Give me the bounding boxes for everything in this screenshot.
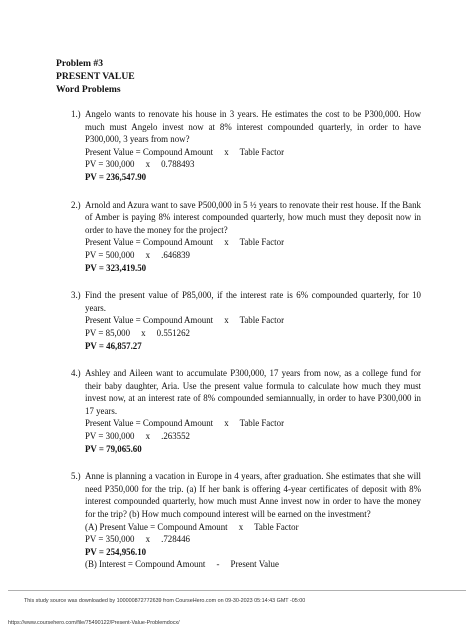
problem-answer: PV = 46,857.27 [85, 340, 142, 351]
problem-text: Anne is planning a vacation in Europe in 4 years, after graduation. She estimates that she will need P350,000 for the trip. (a) If her bank is offering 4-year certificates of deposit with 8% interest compounded quarterly, how much must Anne invest now in order to have the money for the trip? (b) How much compound interest will be earned on the investment? [85, 471, 421, 520]
problem-formula: Present Value = Compound Amount x Table Factor [85, 418, 285, 429]
problem-item [71, 289, 421, 352]
problem-answer: PV = 236,547.90 [85, 171, 147, 182]
problem-list [71, 108, 421, 586]
problem-number: Problem #3 [56, 58, 103, 69]
download-notice: This study source was downloaded by 100000872772639 from CourseHero.com on 09-30-2023 05:14:43 GMT -05:00 [24, 598, 306, 604]
footer-divider [8, 590, 466, 591]
problem-extra: (B) Interest = Compound Amount - Present Value [85, 559, 279, 570]
problem-formula: (A) Present Value = Compound Amount x Table Factor [85, 521, 299, 532]
problem-formula: Present Value = Compound Amount x Table Factor [85, 146, 285, 157]
problem-item [71, 108, 421, 184]
problem-number-label: 1.) [71, 109, 81, 119]
problem-item [71, 199, 421, 275]
problem-computation: PV = 300,000 x 0.788493 [85, 159, 195, 170]
problem-number-label: 2.) [71, 199, 81, 210]
problem-computation: PV = 500,000 x .646839 [85, 249, 190, 260]
problem-formula: Present Value = Compound Amount x Table Factor [85, 237, 285, 248]
problem-number-label: 3.) [71, 290, 81, 301]
problem-item [71, 470, 421, 571]
problem-formula: Present Value = Compound Amount x Table Factor [85, 315, 285, 326]
problem-text: Ashley and Aileen want to accumulate P300,000, 17 years from now, as a college fund for their baby daughter, Aria. Use the present value formula to calculate how much they must invest now, at an interest rate of 8% compounded semiannually, in order to have P300,000 in 17 years. [85, 368, 421, 416]
problem-text: Angelo wants to renovate his house in 3 years. He estimates the cost to be P300,000. How much must Angelo invest now at 8% interest compounded quarterly, in order to have P300,000, 3 years from now? [85, 109, 421, 145]
problem-answer: PV = 79,065.60 [85, 443, 142, 454]
source-url-link[interactable]: https://www.coursehero.com/file/75490122/Present-Value-Problemdocx/ [8, 620, 180, 626]
topic-title: PRESENT VALUE [56, 71, 135, 82]
document-header [56, 57, 135, 96]
problem-text: Arnold and Azura want to save P500,000 in 5 ½ years to renovate their rest house. If the Bank of Amber is paying 8% interest compounded quarterly, how much must they deposit now in order to have the money for the project? [85, 199, 421, 235]
problem-number-label: 5.) [71, 471, 81, 482]
problem-computation: PV = 300,000 x .263552 [85, 431, 190, 442]
problem-answer: PV = 254,956.10 [85, 546, 147, 557]
problem-computation: PV = 85,000 x 0.551262 [85, 327, 190, 338]
problem-number-label: 4.) [71, 368, 81, 379]
problem-item [71, 367, 421, 455]
problem-answer: PV = 323,419.50 [85, 262, 147, 273]
subtitle: Word Problems [56, 84, 121, 95]
problem-computation: PV = 350,000 x .728446 [85, 534, 190, 545]
problem-text: Find the present value of P85,000, if the interest rate is 6% compounded quarterly, for 10 years. [85, 290, 421, 313]
